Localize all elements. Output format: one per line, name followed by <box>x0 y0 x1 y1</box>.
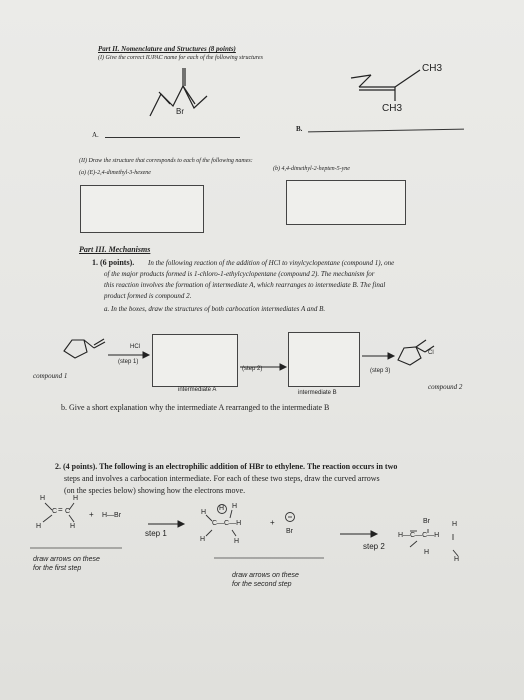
ethylene-double-bond: = <box>58 505 63 514</box>
cation-h-top: H <box>219 505 225 512</box>
q1-text-line-3: this reaction involves the formation of intermediate A, which rearranges to intermediate B. The final <box>104 281 386 289</box>
part3-heading: Part III. Mechanisms <box>79 245 151 254</box>
product-h-bottom-1: H <box>424 549 430 556</box>
intermediate-b-label: intermediate B <box>298 390 337 396</box>
note-step-2-line-2: for the second step <box>232 581 292 588</box>
q2-text-line-1: 2. (4 points). The following is an electrophilic addition of HBr to ethylene. The reaction occurs in two <box>55 462 398 471</box>
part2-question-1: (I) Give the correct IUPAC name for each of the following structures <box>98 55 263 61</box>
cation-h1: H <box>201 509 207 516</box>
plus-sign-1: + <box>89 510 94 519</box>
q1-text-line-2: of the major products formed is 1-chloro-1-ethylcyclopentane (compound 2). The mechanism for <box>104 270 375 278</box>
ethylene-h3: H <box>36 523 42 530</box>
cation-h3: H <box>200 536 206 543</box>
structure-b-methyl-1: CH3 <box>422 63 443 74</box>
answer-a-label: A. <box>92 131 99 139</box>
chlorine-label: Cl <box>428 350 434 356</box>
step-1-label: (step 1) <box>118 359 139 365</box>
answer-b-label: B. <box>296 125 303 133</box>
q2-text-line-2: steps and involves a carbocation intermediate. For each of these two steps, draw the curved arrows <box>64 474 380 483</box>
plus-sign-2: + <box>270 518 275 527</box>
note-step-1-line-2: for the first step <box>33 565 82 572</box>
intermediate-a-label: intermediate A <box>178 387 217 393</box>
note-step-1-line-1: draw arrows on these <box>33 556 100 563</box>
mechanism-arrows <box>148 518 377 537</box>
note-step-2-line-1: draw arrows on these <box>232 572 299 579</box>
carbocation-chain: C—C—H <box>212 520 242 527</box>
part2-heading: Part II. Nomenclature and Structures (8 points) <box>98 45 236 53</box>
ethylene-h4: H <box>70 523 76 530</box>
q1-part-b: b. Give a short explanation why the intermediate A rearranged to the intermediate B <box>61 403 330 412</box>
product-h-bottom-2: H <box>454 556 460 563</box>
product-br: Br <box>423 518 430 525</box>
q2-text-line-3: (on the species below) showing how the electrons move. <box>64 486 246 495</box>
step-2-label: (step 2) <box>242 366 263 372</box>
name-a: (a) (E)-2,4-dimethyl-3-hexene <box>79 170 151 176</box>
q1-part-a: a. In the boxes, draw the structures of both carbocation intermediates A and B. <box>104 305 326 313</box>
compound-1-label: compound 1 <box>33 372 68 380</box>
hbr-molecule: H—Br <box>102 512 122 519</box>
ethylene-h2: H <box>73 495 79 502</box>
mechanism-step-1-label: step 1 <box>145 529 167 538</box>
cation-h2: H <box>232 503 238 510</box>
ethylene-c2: C <box>65 508 71 515</box>
product-h-top: H <box>452 521 458 528</box>
structure-b-methyl-2: CH3 <box>382 103 403 114</box>
product-chain: H—C—C—H <box>398 532 440 539</box>
mechanism-step-2-label: step 2 <box>363 542 385 551</box>
bromide-ion: Br <box>286 528 293 535</box>
q1-points: 1. (6 points). <box>92 258 135 267</box>
step-3-label: (step 3) <box>370 368 391 374</box>
ethylene-h1: H <box>40 495 46 502</box>
q1-text-line-4: product formed is compound 2. <box>104 292 192 300</box>
name-b: (b) 4,4-dimethyl-2-hepten-5-yne <box>273 166 350 172</box>
q1-text-line-1: In the following reaction of the addition of HCl to vinylcyclopentane (compound 1), one <box>148 259 395 267</box>
structure-a-bromine: Br <box>176 107 184 116</box>
reagent-hcl: HCl <box>130 344 140 350</box>
compound-2-label: compound 2 <box>428 383 463 391</box>
part2-question-2: (II) Draw the structure that corresponds to each of the following names: <box>79 158 253 164</box>
ethylene-c1: C <box>52 508 58 515</box>
cation-h4: H <box>234 538 240 545</box>
